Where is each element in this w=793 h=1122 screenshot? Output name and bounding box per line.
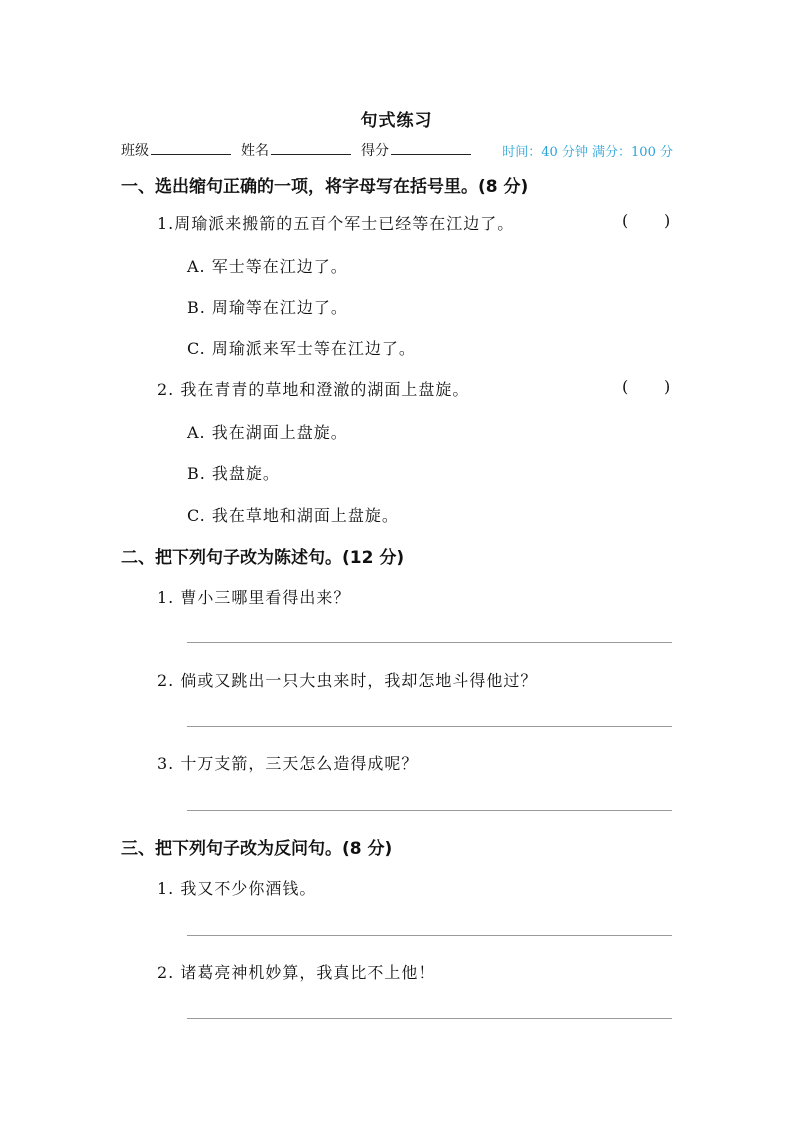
option-b: B. 周瑜等在江边了。 — [187, 298, 348, 317]
section-3-heading: 三、把下列句子改为反问句。(8 分) — [121, 839, 393, 859]
question-text: 3. 十万支箭，三天怎么造得成呢？ — [157, 754, 419, 773]
question-text: 1.周瑜派来搬箭的五百个军士已经等在江边了。 — [157, 214, 515, 233]
bracket-close: ) — [664, 377, 671, 396]
answer-line[interactable] — [187, 810, 672, 811]
bracket-open: ( — [622, 211, 629, 230]
section-1-heading: 一、选出缩句正确的一项，将字母写在括号里。(8 分) — [121, 177, 529, 197]
answer-line[interactable] — [187, 1018, 672, 1019]
question-text: 2. 我在青青的草地和澄澈的湖面上盘旋。 — [157, 380, 470, 399]
option-c: C. 我在草地和湖面上盘旋。 — [187, 506, 399, 525]
bracket-close: ) — [664, 211, 671, 230]
class-label: 班级 — [121, 143, 149, 159]
page-title: 句式练习 — [360, 111, 433, 131]
time-score-info: 时间：40 分钟 满分：100 分 — [502, 145, 673, 160]
score-label: 得分 — [361, 143, 389, 159]
section-2-heading: 二、把下列句子改为陈述句。(12 分) — [121, 548, 405, 568]
option-a: A. 我在湖面上盘旋。 — [187, 423, 348, 442]
question-text: 1. 我又不少你酒钱。 — [157, 879, 317, 898]
student-info-row — [121, 140, 673, 160]
name-field — [241, 140, 351, 160]
question-text: 1. 曹小三哪里看得出来？ — [157, 588, 351, 607]
class-field — [121, 140, 231, 160]
answer-line[interactable] — [187, 726, 672, 727]
name-label: 姓名 — [241, 143, 269, 159]
name-blank[interactable] — [271, 140, 351, 155]
score-blank[interactable] — [391, 140, 471, 155]
score-field — [361, 140, 471, 160]
question-text: 2. 诸葛亮神机妙算，我真比不上他！ — [157, 963, 436, 982]
answer-line[interactable] — [187, 935, 672, 936]
option-b: B. 我盘旋。 — [187, 464, 280, 483]
class-blank[interactable] — [151, 140, 231, 155]
answer-line[interactable] — [187, 642, 672, 643]
option-c: C. 周瑜派来军士等在江边了。 — [187, 339, 416, 358]
bracket-open: ( — [622, 377, 629, 396]
question-text: 2. 倘或又跳出一只大虫来时，我却怎地斗得他过？ — [157, 671, 538, 690]
option-a: A. 军士等在江边了。 — [187, 257, 348, 276]
